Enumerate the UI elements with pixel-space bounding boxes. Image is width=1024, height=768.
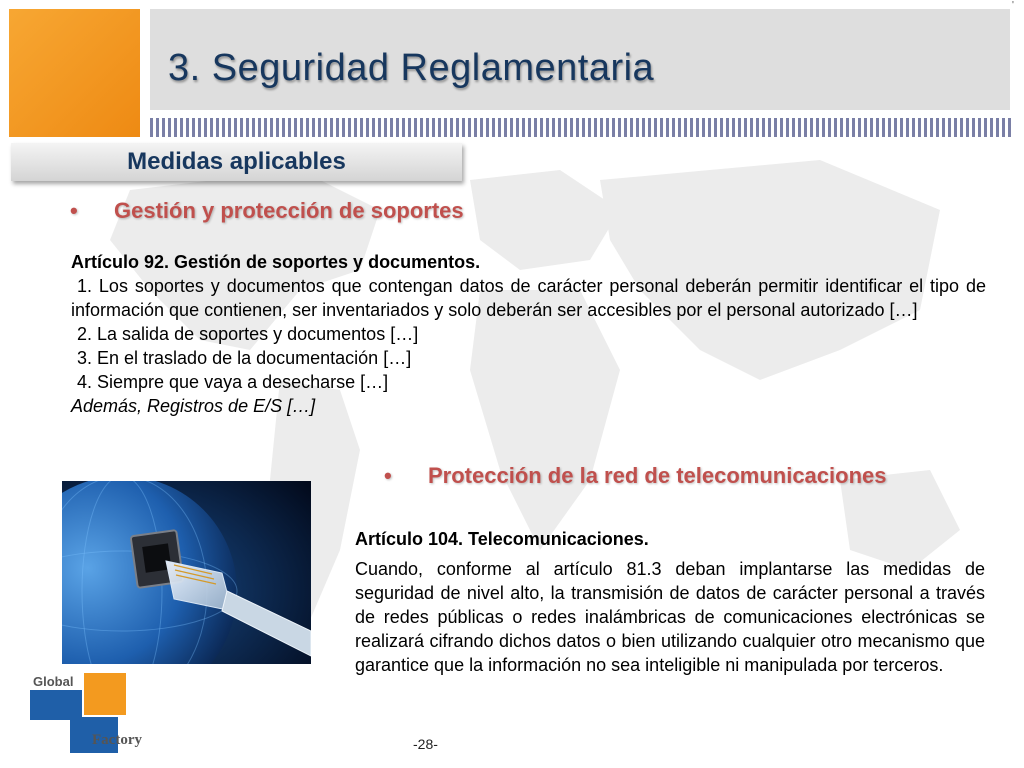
article-104-title: Artículo 104. Telecomunicaciones. bbox=[355, 529, 649, 549]
accent-block bbox=[9, 9, 140, 137]
bullet-marker: • bbox=[70, 198, 78, 223]
article-92-title: Artículo 92. Gestión de soportes y documentos. bbox=[71, 252, 481, 272]
bullet-heading-soportes bbox=[70, 198, 464, 224]
global-factory-logo bbox=[30, 670, 180, 755]
decorative-stripe bbox=[150, 118, 1014, 137]
logo-word-factory: Factory bbox=[92, 732, 142, 748]
article-92-block bbox=[71, 250, 991, 418]
article-92-item-4: 4. Siempre que vaya a desecharse […] bbox=[77, 372, 389, 392]
title-bar bbox=[150, 9, 1010, 110]
corner-mark: ' bbox=[1012, 0, 1014, 11]
globe-network-cable-image bbox=[62, 481, 311, 664]
bullet-heading-text: Protección de la red de telecomunicaciones bbox=[428, 463, 887, 488]
logo-word-global: Global bbox=[33, 674, 74, 689]
bullet-heading-red bbox=[384, 463, 887, 489]
section-subtitle: Medidas aplicables bbox=[11, 143, 462, 181]
bullet-marker: • bbox=[384, 463, 392, 488]
page-title: 3. Seguridad Reglamentaria bbox=[168, 47, 655, 89]
article-92-extra: Además, Registros de E/S […] bbox=[71, 396, 316, 416]
article-92-item-3: 3. En el traslado de la documentación […] bbox=[77, 348, 412, 368]
article-92-item-1: 1. Los soportes y documentos que contengan datos de carácter personal deberán permitir identificar el tipo de información que contienen, ser inventariados y solo deberán ser accesibles por el personal autorizado […] bbox=[71, 276, 986, 320]
bullet-heading-text: Gestión y protección de soportes bbox=[114, 198, 464, 223]
article-92-item-2: 2. La salida de soportes y documentos […] bbox=[77, 324, 419, 344]
page-number: -28- bbox=[413, 736, 438, 752]
article-104-block bbox=[355, 527, 985, 677]
article-104-body: Cuando, conforme al artículo 81.3 deban implantarse las medidas de seguridad de nivel alto, la transmisión de datos de carácter personal a través de redes públicas o redes inalámbricas de comunicaciones electrónicas se realizará cifrando dichos datos o bien utilizando cualquier otro mecanismo que garantice que la información no sea inteligible ni manipulada por terceros. bbox=[355, 559, 985, 675]
